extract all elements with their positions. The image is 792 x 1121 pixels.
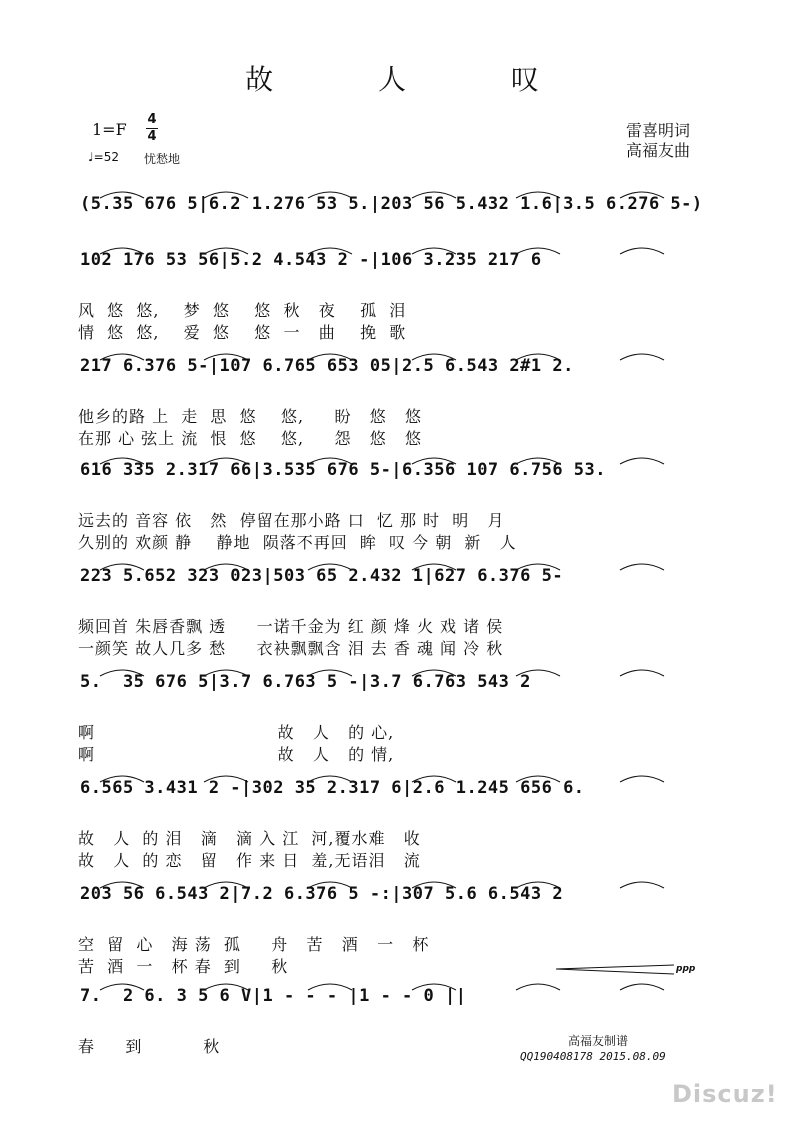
lyric-line-1: 风 悠 悠, 梦 悠 悠 秋 夜 孤 泪 — [78, 301, 407, 320]
jianpu-notes: 7. 2 6. 3 5 6 V|1 - - - |1 - - 0 || — [80, 986, 467, 1006]
lyric-line-1: 频回首 朱唇香飘 透 一诺千金为 红 颜 烽 火 戏 诸 侯 — [78, 617, 504, 636]
staff-line-8 — [80, 876, 716, 916]
staff-line-4 — [80, 452, 716, 492]
jianpu-notes: 102 176 53 56|5.2 4.543 2 -|106 3.235 217 6 — [80, 250, 542, 270]
composer: 高福友曲 — [626, 141, 691, 160]
watermark: Discuz! — [672, 1080, 778, 1108]
staff-line-6 — [80, 664, 716, 704]
page-title: 故 人 叹 — [245, 63, 587, 96]
staff-line-3 — [80, 348, 716, 388]
jianpu-notes: 203 56 6.543 2|7.2 6.376 5 -:|307 5.6 6.543 2 — [80, 884, 564, 904]
key-signature: 1=F — [92, 120, 127, 139]
contact-date: QQ190408178 2015.08.09 — [520, 1050, 666, 1063]
staff-line-9 — [80, 978, 716, 1018]
decrescendo-hairpin — [556, 964, 676, 976]
lyric-line-1: 空 留 心 海 荡 孤 舟 苦 酒 一 杯 — [78, 935, 430, 954]
jianpu-notes: 6.565 3.431 2 -|302 35 2.317 6|2.6 1.245 656 6. — [80, 778, 585, 798]
jianpu-notes: (5.35 676 5|6.2 1.276 53 5.|203 56 5.432 1.6|3.5 6.276 5-) — [80, 194, 703, 214]
lyric-line-2: 久别的 欢颜 静 静地 陨落不再回 眸 叹 今 朝 新 人 — [78, 533, 517, 552]
lyricist: 雷喜明词 — [626, 121, 691, 140]
tempo-mark: ♩=52 — [88, 150, 119, 164]
lyric-line-1: 故 人 的 泪 滴 滴 入 江 河,覆水难 收 — [78, 829, 421, 848]
lyric-line-2: 情 悠 悠, 爱 悠 悠 一 曲 挽 歌 — [78, 323, 407, 342]
dynamics-mark: ppp — [676, 964, 696, 974]
lyric-line-2: 啊 故 人 的 情, — [78, 745, 395, 764]
staff-line-5 — [80, 558, 716, 598]
time-signature — [146, 113, 158, 144]
jianpu-notes: 5. 35 676 5|3.7 6.763 5 -|3.7 6.763 543 2 — [80, 672, 531, 692]
jianpu-notes: 217 6.376 5-|107 6.765 653 05|2.5 6.543 2#1 2. — [80, 356, 574, 376]
score-maker: 高福友制谱 — [568, 1034, 629, 1048]
staff-line-7 — [80, 770, 716, 810]
jianpu-notes: 223 5.652 323 023|503 65 2.432 1|627 6.376 5- — [80, 566, 564, 586]
lyric-line-2: 一颜笑 故人几多 愁 衣袂飘飘含 泪 去 香 魂 闻 冷 秋 — [78, 639, 504, 658]
time-sig-bottom: 4 — [147, 129, 157, 144]
time-sig-top: 4 — [147, 112, 157, 127]
tempo-expression: 忧愁地 — [144, 152, 181, 166]
lyric-line-1: 他乡的路 上 走 思 悠 悠, 盼 悠 悠 — [78, 407, 422, 426]
lyric-line-1: 春 到 秋 — [78, 1037, 221, 1056]
lyric-line-1: 啊 故 人 的 心, — [78, 723, 395, 742]
lyric-line-2: 苦 酒 一 杯 春 到 秋 — [78, 957, 289, 976]
lyric-line-2: 故 人 的 恋 留 作 来 日 羞,无语泪 流 — [78, 851, 421, 870]
lyric-line-2: 在那 心 弦上 流 恨 悠 悠, 怨 悠 悠 — [78, 429, 422, 448]
staff-line-2 — [80, 242, 716, 282]
lyric-line-1: 远去的 音容 依 然 停留在那小路 口 忆 那 时 明 月 — [78, 511, 505, 530]
staff-line-1 — [80, 186, 716, 226]
jianpu-notes: 616 335 2.317 66|3.535 676 5-|6.356 107 6.756 53. — [80, 460, 607, 480]
